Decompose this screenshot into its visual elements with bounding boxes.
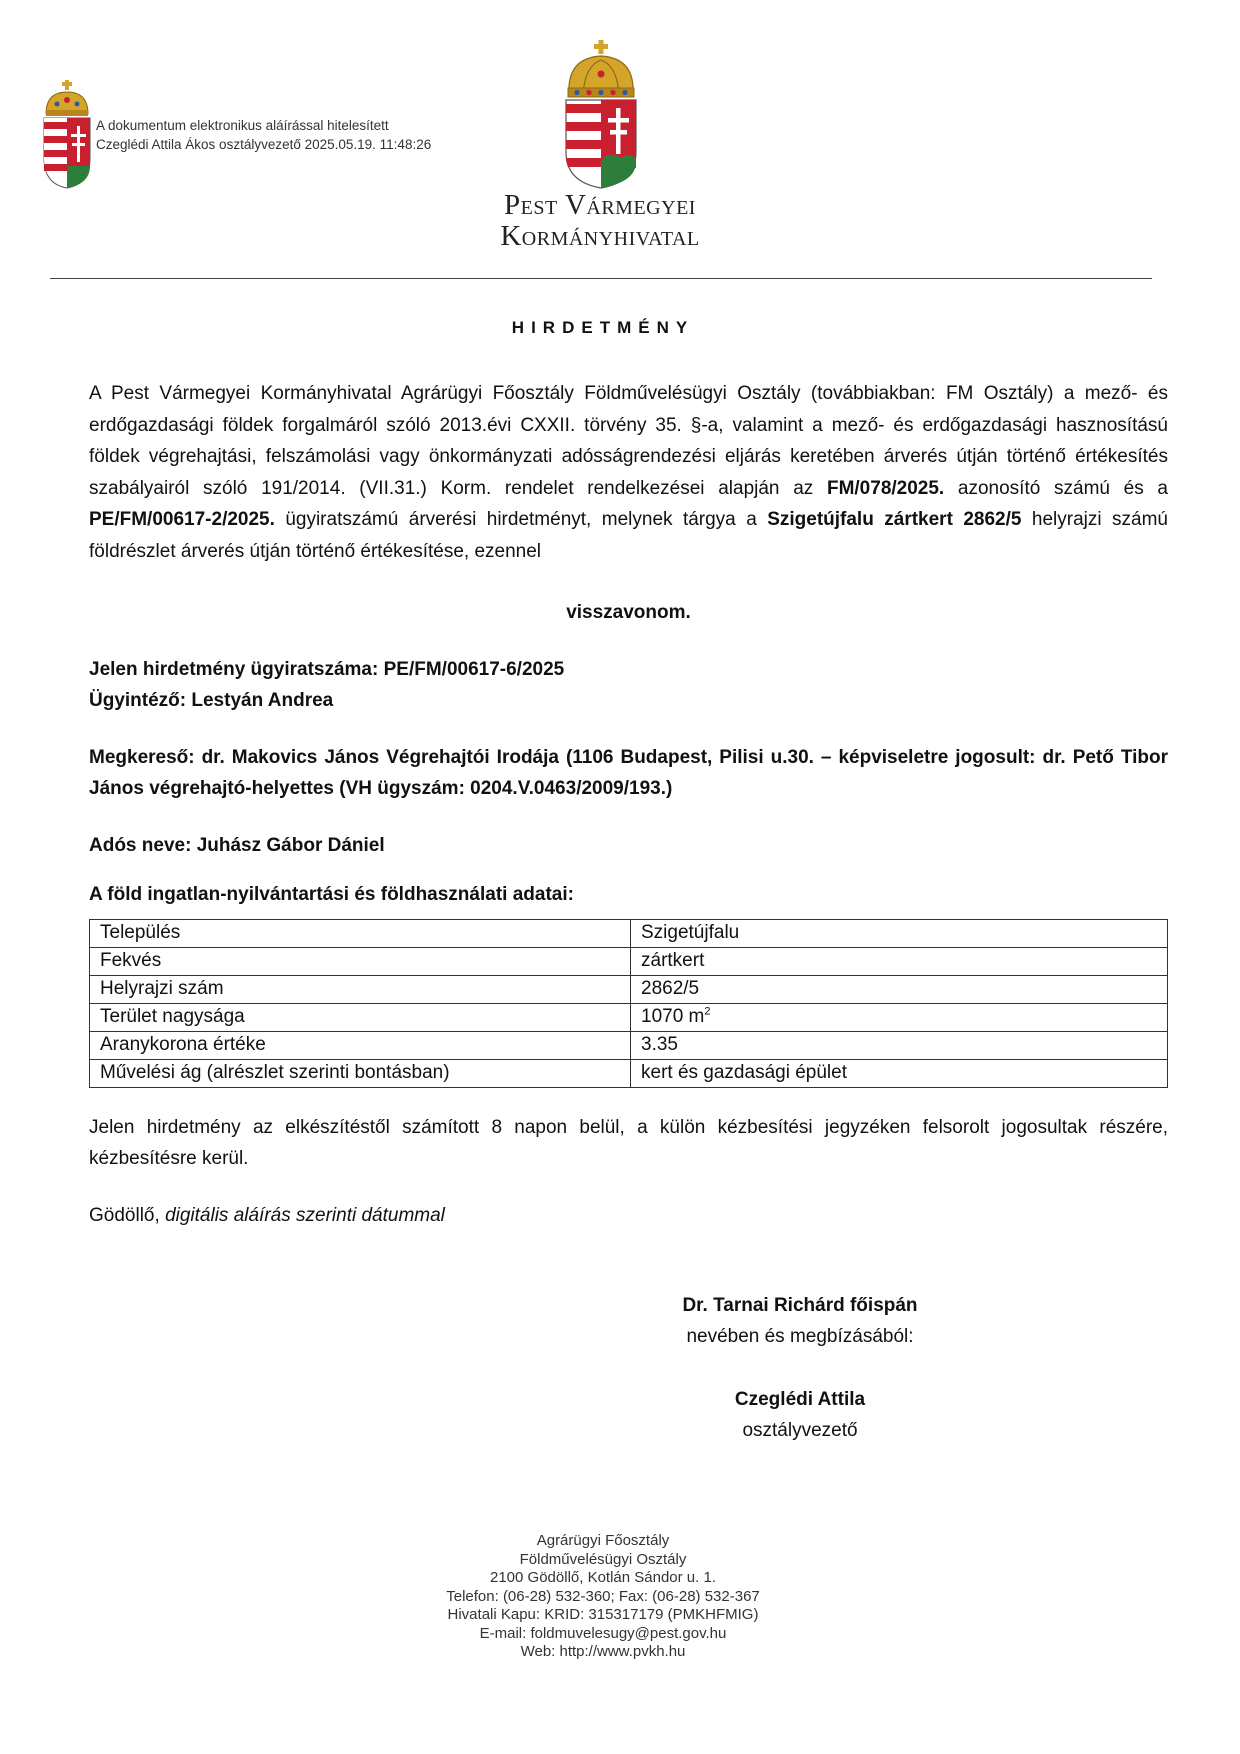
table-row <box>90 1059 1168 1087</box>
electronic-signature-notice <box>40 80 480 190</box>
signature-notice-signer: Czeglédi Attila Ákos osztályvezető 2025.05.19. 11:48:26 <box>96 137 432 152</box>
agency-name <box>420 190 780 252</box>
revocation-statement: visszavonom. <box>566 602 691 623</box>
intro-text-2: azonosító számú és a <box>944 477 1168 499</box>
table-row <box>90 1031 1168 1059</box>
case-number: Jelen hirdetmény ügyiratszáma: PE/FM/00617-6/2025 <box>89 658 565 680</box>
footer-department: Agrárügyi Főosztály <box>536 1532 670 1549</box>
area-unit-exponent: 2 <box>704 1005 711 1018</box>
footer-krid: Hivatali Kapu: KRID: 315317179 (PMKHFMIG) <box>447 1606 759 1623</box>
signer-title: osztályvezető <box>742 1420 858 1441</box>
page-footer <box>0 1532 1206 1662</box>
principal-mandate: nevében és megbízásából: <box>686 1326 914 1347</box>
delivery-note: Jelen hirdetmény az elkészítéstől számított 8 napon belül, a külön kézbesítési jegyzéken felsorolt jogosultak részére, kézbesítésre kerül. <box>89 1116 1168 1169</box>
footer-address: 2100 Gödöllő, Kotlán Sándor u. 1. <box>490 1569 716 1586</box>
agency-name-line2: Kormányhivatal <box>500 220 700 252</box>
hungarian-coat-of-arms-icon <box>563 40 639 190</box>
table-value: 2862/5 <box>631 975 1168 1003</box>
place: Gödöllő, <box>89 1204 160 1226</box>
table-key: Aranykorona értéke <box>90 1031 631 1059</box>
table-row <box>90 947 1168 975</box>
table-key: Helyrajzi szám <box>90 975 631 1003</box>
table-key: Terület nagysága <box>90 1003 631 1031</box>
date-note: digitális aláírás szerinti dátummal <box>165 1204 445 1226</box>
table-key: Fekvés <box>90 947 631 975</box>
footer-web: Web: http://www.pvkh.hu <box>520 1643 686 1660</box>
table-value: kert és gazdasági épület <box>631 1059 1168 1087</box>
table-row <box>90 1003 1168 1031</box>
footer-phone-fax: Telefon: (06-28) 532-360; Fax: (06-28) 532-367 <box>446 1587 760 1605</box>
table-value <box>631 1003 1168 1031</box>
signer-block <box>600 1384 1000 1446</box>
place-and-date <box>89 1200 1168 1232</box>
auction-case-number: PE/FM/00617-2/2025. <box>89 509 275 530</box>
table-value: 3.35 <box>631 1031 1168 1059</box>
table-row <box>90 919 1168 947</box>
table-row <box>90 975 1168 1003</box>
property-subject: Szigetújfalu zártkert 2862/5 <box>767 509 1022 530</box>
land-data-heading: A föld ingatlan-nyilvántartási és földhasználati adatai: <box>89 884 574 905</box>
requester: Megkereső: dr. Makovics János Végrehajtói Irodája (1106 Budapest, Pilisi u.30. – képviseletre jogosult: dr. Pető Tibor János végrehajtó-helyettes (VH ügyszám: 0204.V.0463/2009/193.) <box>89 746 1168 799</box>
intro-text-3: ügyiratszámú árverési hirdetményt, melynek tárgya a <box>274 509 768 530</box>
principal-name: Dr. Tarnai Richárd főispán <box>682 1295 918 1316</box>
signatory-block <box>600 1290 1000 1352</box>
case-officer: Ügyintéző: Lestyán Andrea <box>89 690 334 711</box>
intro-paragraph <box>89 378 1168 567</box>
header-divider <box>50 278 1152 279</box>
intro-text-1: A Pest Vármegyei Kormányhivatal Agrárügyi Főosztály Földművelésügyi Osztály (továbbiakban: FM Osztály) a mező- és erdőgazdasági földek forgalmáról szóló 2013.évi CXXII. törvény 35. §-a, valamint a mező- és erdőgazdasági hasznosítású földek végrehajtási, felszámolási vagy önkormányzati adósságrendezési eljárás keretében árverés útján történő értékesítés szabályairól szóló 191/2014. (VII.31.) Korm. rendelet rendelkezései alapján az <box>89 383 1168 499</box>
intro-text-4: helyrajzi számú földrészlet árverés útján történő értékesítése, ezennel <box>89 509 1168 562</box>
footer-division: Földművelésügyi Osztály <box>519 1550 687 1568</box>
table-key: Művelési ág (alrészlet szerinti bontásban) <box>90 1059 631 1087</box>
hungarian-coat-of-arms-small-icon <box>40 80 94 190</box>
table-value: Szigetújfalu <box>631 919 1168 947</box>
table-key: Település <box>90 919 631 947</box>
table-value: zártkert <box>631 947 1168 975</box>
area-value: 1070 m <box>641 1006 705 1027</box>
signature-notice-line: A dokumentum elektronikus aláírással hitelesített <box>96 118 389 133</box>
land-data-table <box>89 919 1168 1088</box>
document-body <box>89 378 1168 1231</box>
signer-name: Czeglédi Attila <box>734 1389 866 1410</box>
debtor-name: Adós neve: Juhász Gábor Dániel <box>89 834 385 856</box>
footer-email: E-mail: foldmuvelesugy@pest.gov.hu <box>479 1624 727 1642</box>
agency-name-line1: Pest Vármegyei <box>504 189 696 221</box>
announcement-id: FM/078/2025. <box>826 477 945 499</box>
document-title: HIRDETMÉNY <box>511 318 695 337</box>
